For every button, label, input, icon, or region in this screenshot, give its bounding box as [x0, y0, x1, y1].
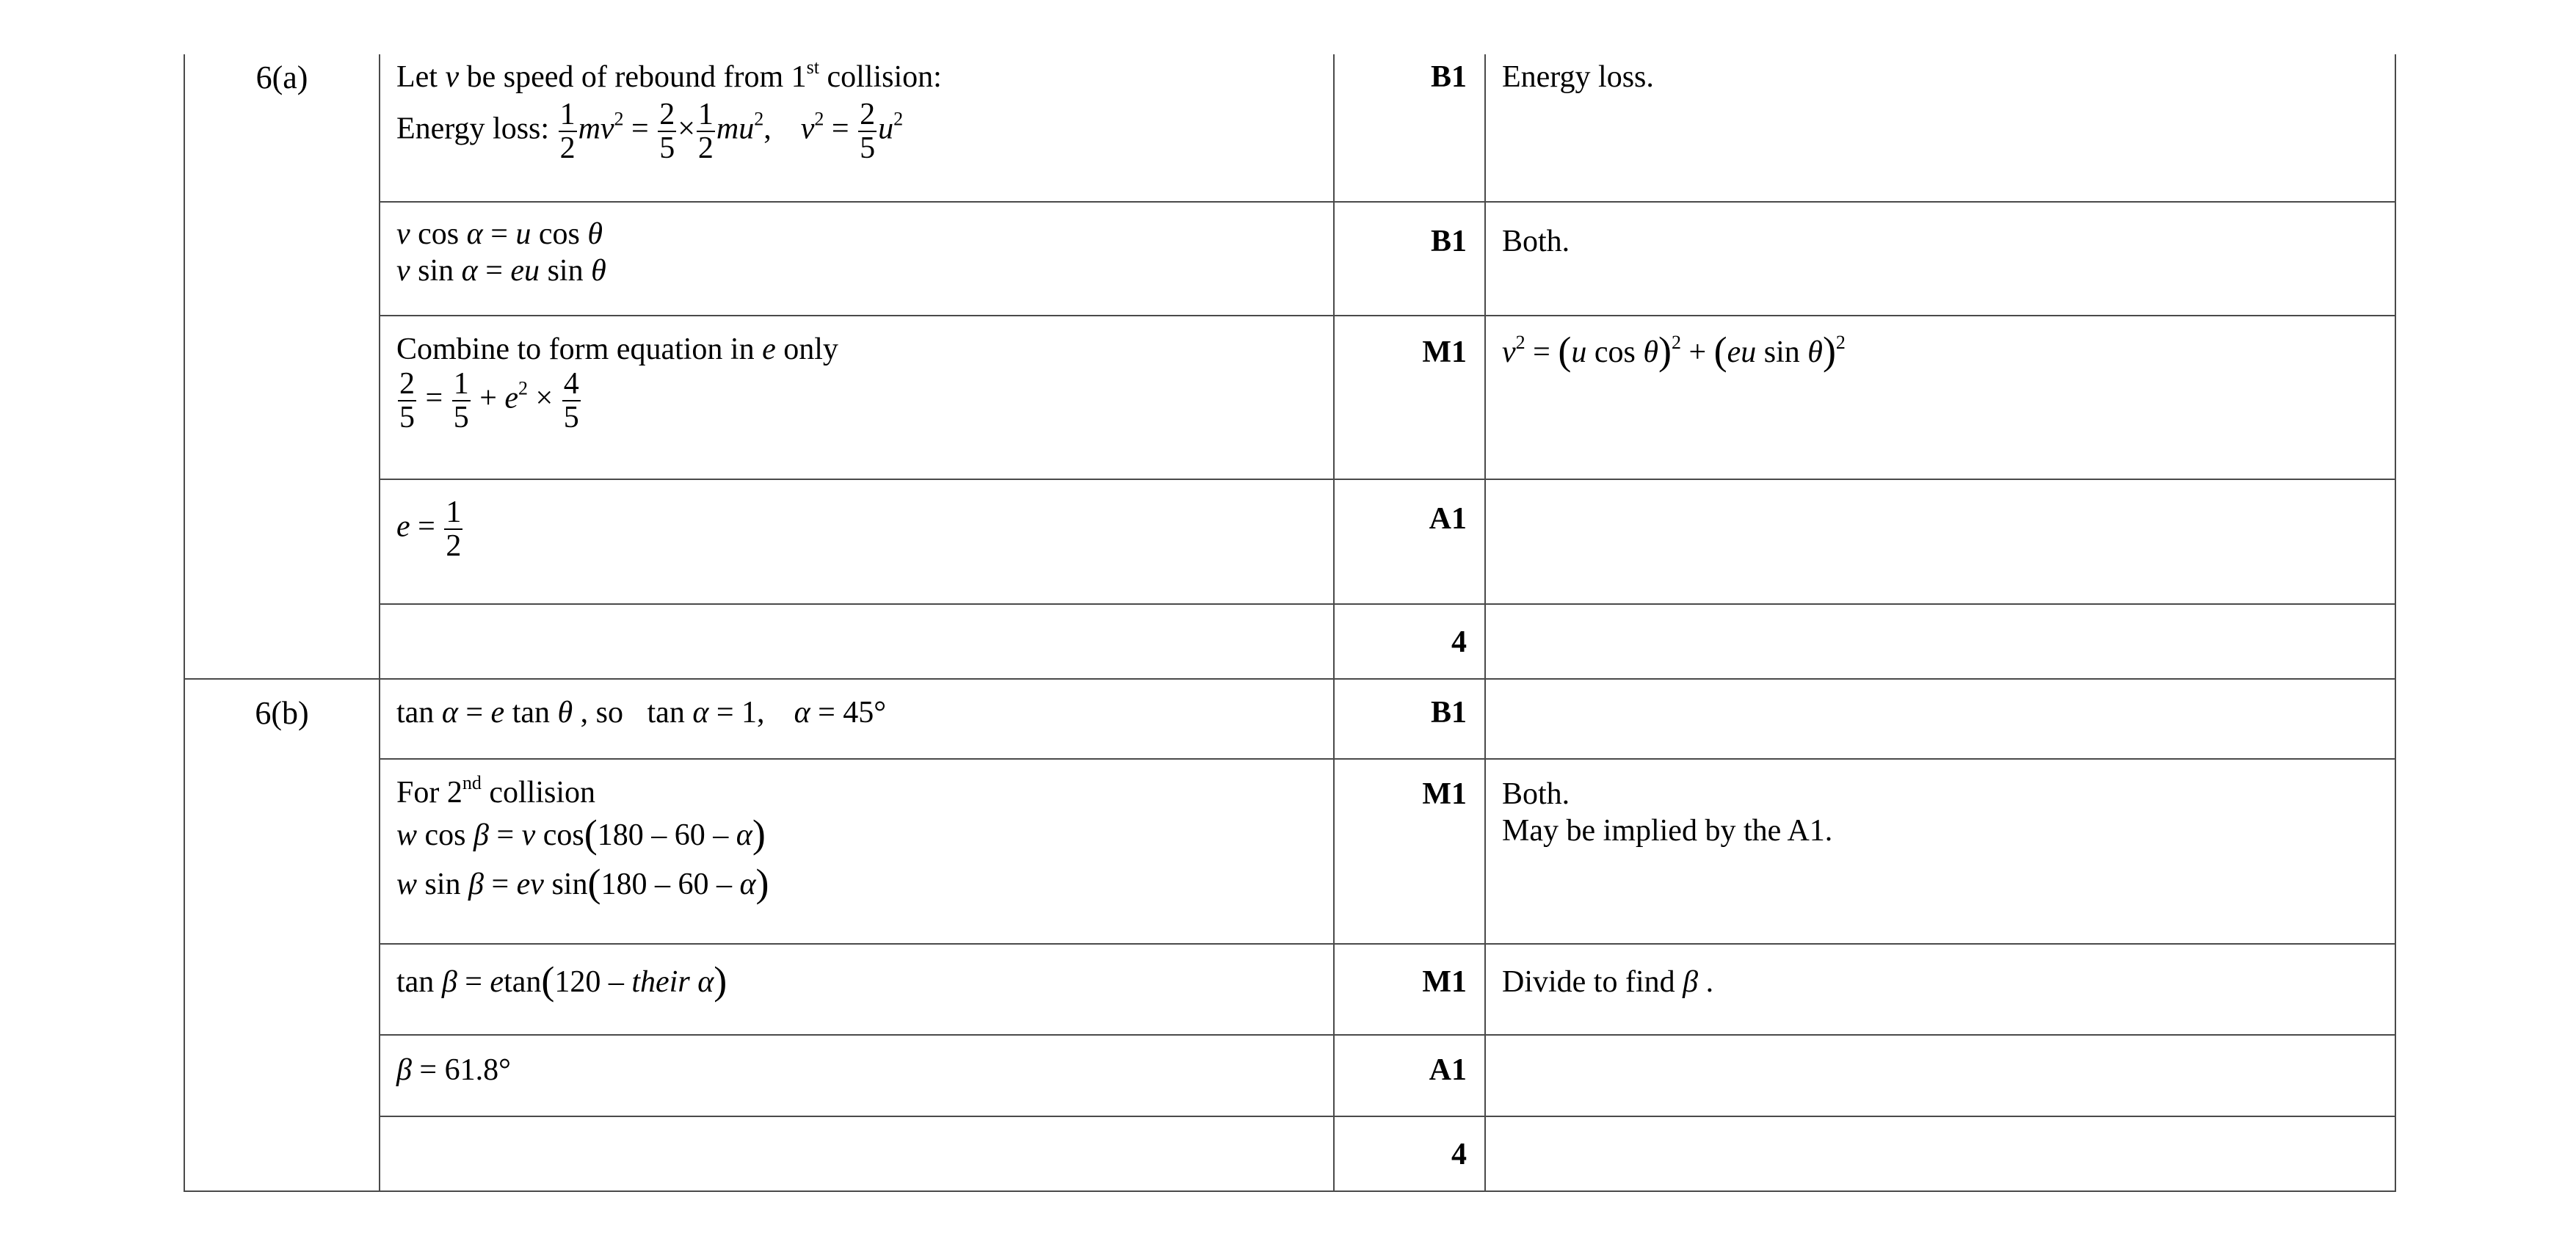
answer-cell — [380, 54, 1334, 202]
answer-line: w sin β = ev sin(180 – 60 – α) — [396, 860, 769, 905]
answer-line: tan α = e tan θ , so tan α = 1, α = 45° — [396, 696, 887, 730]
mark-code: M1 — [1334, 944, 1485, 1035]
mark-code: B1 — [1334, 202, 1485, 316]
answer-line: w cos β = v cos(180 – 60 – α) — [396, 812, 766, 857]
table-row — [184, 1116, 2395, 1191]
table-row — [184, 316, 2395, 479]
table-row — [184, 202, 2395, 316]
mark-total: 4 — [1334, 1116, 1485, 1191]
table-row — [184, 759, 2395, 944]
guidance-cell: Both. — [1485, 202, 2395, 316]
question-number: 6(a) — [184, 54, 380, 679]
table-row — [184, 1035, 2395, 1116]
table-row — [184, 944, 2395, 1035]
answer-line: Energy loss: $\frac{1}{2}$ $mv^2$ = $\frac{2}{5}$ × $\frac{1}{2}$ $mu^2$, $v^2$ = $\frac{2}{5}$ $u^2$ — [396, 98, 904, 166]
table-row — [184, 479, 2395, 604]
guidance-cell — [1485, 316, 2395, 479]
guidance-cell — [1485, 679, 2395, 759]
answer-line: For 2nd collision — [396, 772, 596, 810]
guidance-line: May be implied by the A1. — [1502, 814, 1833, 848]
guidance-cell — [1485, 944, 2395, 1035]
guidance-line: $v^2 = (u$ cos θ)$^2$ + (eu sin θ)$^2$ — [1502, 329, 1846, 373]
answer-cell — [380, 1035, 1334, 1116]
answer-cell — [380, 316, 1334, 479]
mark-code: A1 — [1334, 1035, 1485, 1116]
answer-cell — [380, 759, 1334, 944]
mark-code: M1 — [1334, 759, 1485, 944]
table-row — [184, 679, 2395, 759]
guidance-line: Divide to find β . — [1502, 965, 1714, 999]
answer-cell — [380, 479, 1334, 604]
answer-line: v cos α = u cos θ — [396, 217, 603, 251]
guidance-cell — [1485, 1116, 2395, 1191]
guidance-cell — [1485, 479, 2395, 604]
question-number: 6(b) — [184, 679, 380, 1191]
answer-line: v sin α = eu sin θ — [396, 254, 606, 288]
mark-scheme-table — [184, 54, 2396, 1192]
answer-cell — [380, 604, 1334, 679]
mark-code: B1 — [1334, 54, 1485, 202]
mark-code: A1 — [1334, 479, 1485, 604]
answer-line: tan β = etan(120 – their α) — [396, 959, 728, 1003]
answer-line: Combine to form equation in e only — [396, 332, 838, 366]
table-row — [184, 604, 2395, 679]
answer-cell — [380, 1116, 1334, 1191]
guidance-cell — [1485, 1035, 2395, 1116]
guidance-cell — [1485, 759, 2395, 944]
table-row — [184, 54, 2395, 202]
guidance-cell — [1485, 604, 2395, 679]
mark-code: B1 — [1334, 679, 1485, 759]
answer-cell — [380, 202, 1334, 316]
answer-line: Let v be speed of rebound from 1st collision: — [396, 57, 942, 94]
guidance-line: Both. — [1502, 777, 1570, 811]
mark-total: 4 — [1334, 604, 1485, 679]
mark-code: M1 — [1334, 316, 1485, 479]
answer-cell — [380, 679, 1334, 759]
answer-cell — [380, 944, 1334, 1035]
answer-line: $\frac{2}{5}$ = $\frac{1}{5}$ + $e^2$ × $\frac{4}{5}$ — [399, 367, 579, 435]
guidance-cell: Energy loss. — [1485, 54, 2395, 202]
answer-line: β = 61.8° — [396, 1053, 511, 1087]
answer-line: e = $\frac{1}{2}$ — [396, 495, 462, 564]
